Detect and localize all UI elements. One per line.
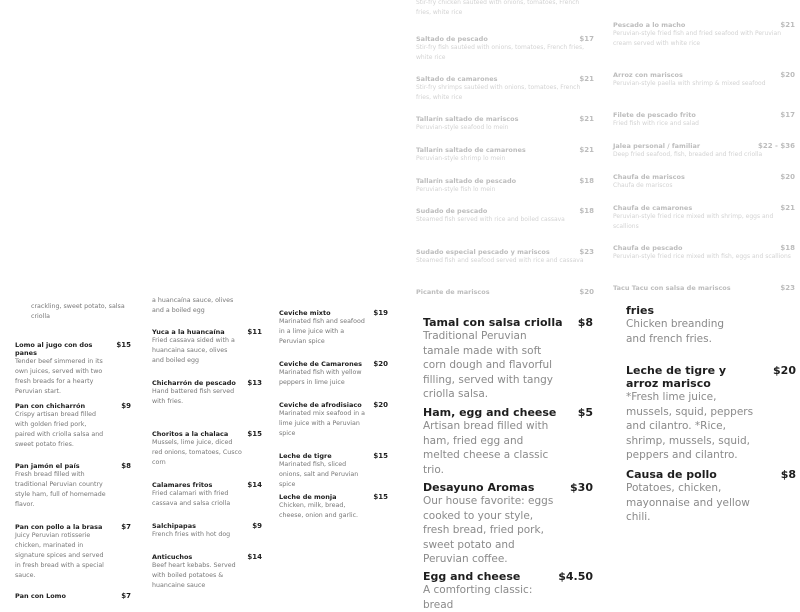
menu-item-name: Yuca a la huancaína <box>152 328 225 336</box>
menu-item-price: $5 <box>577 406 593 419</box>
menu-item-price: $21 <box>780 21 795 29</box>
menu-item[interactable] <box>152 379 262 407</box>
menu-item[interactable] <box>15 523 131 581</box>
menu-item-name: Sudado de pescado <box>416 207 488 215</box>
menu-item-price: $15 <box>373 493 388 501</box>
menu-item[interactable] <box>613 21 795 49</box>
menu-item-description: Marinated fish with yellow peppers in lime juice <box>279 369 362 386</box>
menu-item-price: $20 <box>579 288 594 296</box>
menu-item-name: Pan con chicharrón <box>15 402 86 410</box>
menu-item-price: $20 <box>373 401 388 409</box>
menu-item[interactable] <box>423 481 593 567</box>
menu-item[interactable] <box>416 288 594 296</box>
menu-item-description: French fries with hot dog <box>152 531 231 538</box>
menu-item <box>416 0 594 18</box>
menu-item-price: $9 <box>121 402 131 410</box>
menu-item-description: Chaufa de mariscos <box>613 182 673 189</box>
menu-item[interactable] <box>279 309 388 347</box>
menu-item-price: $8 <box>577 316 593 329</box>
menu-item-description: Marinated fish, sliced onions, salt and Peruvian spice <box>279 461 359 488</box>
menu-item-description: Chicken, milk, bread, cheese, onion and garlic. <box>279 502 359 519</box>
menu-item-price: $13 <box>247 379 262 387</box>
menu-item-name: Chaufa de camarones <box>613 204 693 212</box>
menu-item-description: *Fresh lime juice, mussels, squid, peppers and cilantro. *Rice, shrimp, mussels, squid, peppers and cilantro. <box>626 391 754 461</box>
menu-item-name: Causa de pollo <box>626 468 717 481</box>
menu-item-price: $18 <box>579 177 594 185</box>
menu-tile-ceviches <box>268 292 396 600</box>
menu-item-description: Steamed fish and seafood served with rice and cassava <box>416 257 584 264</box>
menu-item-continued <box>152 296 242 316</box>
menu-item-name: Arroz con mariscos <box>613 71 683 79</box>
menu-tile-appetizers <box>140 292 268 600</box>
menu-item-price: $20 <box>773 364 796 377</box>
menu-item-description: Marinated mix seafood in a lime juice with a Peruvian spice <box>279 410 365 437</box>
menu-item-price: $11 <box>247 328 262 336</box>
menu-item-description: Tender beef simmered in its own juices, served with two fresh breads for a hearty Peruvian start. <box>15 358 103 395</box>
menu-item[interactable] <box>423 316 593 402</box>
menu-item-name: fries <box>626 304 654 317</box>
menu-item-name: Leche de monja <box>279 493 337 501</box>
menu-item[interactable] <box>279 360 388 388</box>
menu-item-name: Saltado de camarones <box>416 75 498 83</box>
menu-item-price: $8 <box>780 468 796 481</box>
menu-item[interactable] <box>152 522 262 540</box>
menu-item[interactable] <box>15 592 131 600</box>
menu-item-price: $30 <box>570 481 593 494</box>
menu-item[interactable] <box>152 430 262 468</box>
menu-item-name: Tallarín saltado de camarones <box>416 146 526 154</box>
menu-item-description: Our house favorite: eggs cooked to your style, fresh bread, fried pork, sweet potato and Peruvian coffee. <box>423 495 554 565</box>
menu-tile-specials <box>608 300 800 600</box>
menu-item[interactable] <box>613 284 795 292</box>
menu-item-description: Peruvian-style fried rice mixed with shrimp, eggs and scallions <box>613 213 774 230</box>
menu-item[interactable] <box>15 462 131 510</box>
menu-item-description: Peruvian-style seafood lo mein <box>416 124 509 131</box>
menu-item-price: $23 <box>780 284 795 292</box>
menu-tile-seafood-rice <box>608 0 800 300</box>
menu-item[interactable] <box>613 71 795 89</box>
menu-item-price: $17 <box>780 111 795 119</box>
menu-item-name: Salchipapas <box>152 522 196 530</box>
menu-item-name: Leche de tigre y arroz marisco <box>626 364 727 390</box>
menu-item[interactable] <box>416 35 594 63</box>
menu-item-price: $23 <box>579 248 594 256</box>
menu-item-name: Ceviche mixto <box>279 309 331 317</box>
menu-item-name: Tamal con salsa criolla <box>423 316 563 329</box>
menu-item-price: $19 <box>373 309 388 317</box>
menu-item-price: $7 <box>121 592 131 600</box>
menu-item-price: $18 <box>579 207 594 215</box>
menu-item-continued <box>31 302 126 322</box>
menu-item-name: Chicharrón de pescado <box>152 379 236 387</box>
menu-item-description: Peruvian-style fried rice mixed with fish, eggs and scallions <box>613 253 791 260</box>
menu-item-description: Deep fried seafood, fish, breaded and fried criolla <box>613 151 763 158</box>
menu-item-name: Jalea personal / familiar <box>613 142 701 150</box>
menu-item-name: Ham, egg and cheese <box>423 406 557 419</box>
menu-item-description: Stir-fry fish sautéed with onions, tomatoes, French fries, white rice <box>416 44 584 61</box>
menu-item-name: Pan con pollo a la brasa <box>15 523 103 531</box>
menu-item[interactable] <box>626 304 796 346</box>
menu-item-description: Steamed fish served with rice and boiled cassava <box>416 216 565 223</box>
menu-item[interactable] <box>613 111 795 129</box>
menu-tile-seafood-saltados <box>410 0 600 300</box>
menu-item[interactable] <box>613 173 795 191</box>
menu-item[interactable] <box>416 75 594 103</box>
menu-item-description: Artisan bread filled with ham, fried egg and melted cheese a classic trio. <box>423 420 549 476</box>
menu-item-price: $21 <box>579 115 594 123</box>
menu-item[interactable] <box>416 177 594 195</box>
menu-item-name: Filete de pescado frito <box>613 111 696 119</box>
menu-item[interactable] <box>416 207 594 225</box>
menu-item-description: crackling, sweet potato, salsa criolla <box>31 303 125 320</box>
menu-item-price: $20 <box>373 360 388 368</box>
menu-item-description: Peruvian-style shrimp lo mein <box>416 155 506 162</box>
menu-item-price: $22 - $36 <box>757 142 795 150</box>
menu-item-price: $14 <box>247 553 262 561</box>
menu-item-description: Fried calamari with fried cassava and salsa criolla <box>152 490 231 507</box>
menu-item-name: Pan jamón el país <box>15 462 80 470</box>
menu-item[interactable] <box>416 248 594 266</box>
menu-item[interactable] <box>279 401 388 439</box>
menu-item-description: Fried cassava sided with a huancaina sauce, olives and boiled egg <box>152 337 235 364</box>
menu-item-name: Pan con Lomo <box>15 592 66 600</box>
menu-item-price: $17 <box>579 35 594 43</box>
menu-item[interactable] <box>626 468 796 525</box>
menu-item-description: Juicy Peruvian rotisserie chicken, marinated in signature spices and served in fresh bread with a special sauce. <box>15 532 104 579</box>
menu-item-price: $21 <box>780 204 795 212</box>
menu-item-price: $18 <box>780 244 795 252</box>
menu-item-name: Sudado especial pescado y mariscos <box>416 248 550 256</box>
menu-item-name: Leche de tigre <box>279 452 332 460</box>
menu-item-price: $4.50 <box>558 570 593 583</box>
menu-item-price: $21 <box>579 146 594 154</box>
menu-item[interactable] <box>416 146 594 164</box>
menu-item-price: $15 <box>247 430 262 438</box>
menu-item[interactable] <box>423 406 593 477</box>
menu-item-name: Chaufa de mariscos <box>613 173 685 181</box>
menu-item-price: $15 <box>373 452 388 460</box>
menu-item-description: A comforting classic: bread <box>423 584 533 611</box>
menu-item-price: $15 <box>116 341 131 349</box>
menu-item[interactable] <box>416 115 594 133</box>
menu-item-name: Tallarín saltado de mariscos <box>416 115 519 123</box>
menu-item-description: Peruvian-style paella with shrimp & mixed seafood <box>613 80 766 87</box>
menu-item-price: $21 <box>579 75 594 83</box>
menu-item[interactable] <box>613 142 795 160</box>
menu-item-price: $9 <box>252 522 262 530</box>
menu-item-description: a huancaína sauce, olives and a boiled egg <box>152 297 234 314</box>
menu-item-description: Fried fish with rice and salad <box>613 120 699 127</box>
menu-item-description: Traditional Peruvian tamale made with soft corn dough and flavorful filling, served with tangy criolla salsa. <box>423 330 553 400</box>
menu-item-name: Tallarín saltado de pescado <box>416 177 517 185</box>
menu-item-name: Ceviche de afrodisiaco <box>279 401 362 409</box>
menu-item-description: Beef heart kebabs. Served with boiled potatoes & huancaine sauce <box>152 562 236 589</box>
menu-item[interactable] <box>279 493 388 521</box>
menu-item[interactable] <box>613 204 795 232</box>
menu-item-name: Calamares fritos <box>152 481 213 489</box>
menu-item-name: Ceviche de Camarones <box>279 360 363 368</box>
menu-item[interactable] <box>279 452 388 490</box>
menu-item-description: Stir-fry chicken sautéed with onions, tomatoes, French fries, white rice <box>416 0 580 16</box>
menu-item-name: Picante de mariscos <box>416 288 490 296</box>
menu-item[interactable] <box>152 481 262 509</box>
menu-item-description: Hand battered fish served with fries. <box>152 388 235 405</box>
menu-item-price: $8 <box>121 462 131 470</box>
menu-item[interactable] <box>152 328 262 366</box>
menu-tile-sandwiches <box>0 292 140 600</box>
menu-item[interactable] <box>626 364 796 463</box>
menu-item[interactable] <box>423 570 593 612</box>
menu-item-price: $20 <box>780 71 795 79</box>
menu-item-name: Chaufa de pescado <box>613 244 683 252</box>
menu-item-name: Egg and cheese <box>423 570 521 583</box>
menu-item-description: Mussels, lime juice, diced red onions, tomatoes, Cusco corn <box>152 439 242 466</box>
menu-item-name: Tacu Tacu con salsa de mariscos <box>613 284 731 292</box>
menu-item-name: Anticuchos <box>152 553 193 561</box>
menu-item-name: Saltado de pescado <box>416 35 488 43</box>
menu-item-name: Lomo al jugo con dos panes <box>15 341 93 357</box>
menu-item-description: Potatoes, chicken, mayonnaise and yellow chili. <box>626 482 750 523</box>
menu-item-description: Chicken breanding and french fries. <box>626 318 725 345</box>
menu-item-name: Desayuno Aromas <box>423 481 535 494</box>
menu-item-price: $14 <box>247 481 262 489</box>
menu-item-name: Choritos a la chalaca <box>152 430 229 438</box>
menu-item[interactable] <box>15 341 131 397</box>
menu-item-price: $20 <box>780 173 795 181</box>
menu-item-price: $7 <box>121 523 131 531</box>
menu-item-description: Stir-fry shrimps sautéed with onions, tomatoes, French fries, white rice <box>416 84 581 101</box>
menu-tile-breakfast <box>410 300 600 611</box>
menu-item-description: Marinated fish and seafood in a lime juice with a Peruvian spice <box>279 318 365 345</box>
menu-item-description: Crispy artisan bread filled with golden fried pork, paired with criolla salsa and sweet potato fries. <box>15 411 104 448</box>
menu-item-description: Peruvian-style fried fish and fried seafood with Peruvian cream served with white rice <box>613 30 782 47</box>
menu-item-name: Pescado a lo macho <box>613 21 686 29</box>
menu-item[interactable] <box>15 402 131 450</box>
menu-item-description: Fresh bread filled with traditional Peruvian country style ham, full of homemade flavor. <box>15 471 106 508</box>
menu-item[interactable] <box>613 244 795 262</box>
menu-item[interactable] <box>152 553 262 591</box>
menu-item-description: Peruvian-style fish lo mein <box>416 186 496 193</box>
